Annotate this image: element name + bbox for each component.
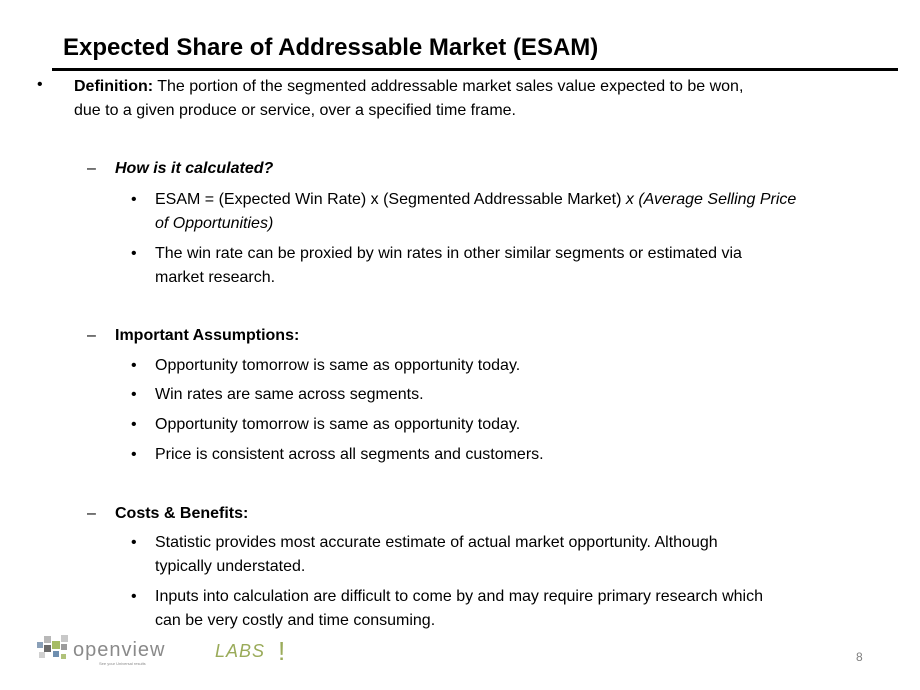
calc-formula: ESAM = (Expected Win Rate) x (Segmented Addressable Market) (155, 191, 626, 208)
dash-marker: – (87, 327, 96, 344)
bullet-marker: • (131, 386, 137, 403)
definition-line-1 (74, 75, 743, 99)
definition-text-1: The portion of the segmented addressable market sales value expected to be won, (153, 78, 744, 95)
bullet-marker: • (131, 534, 137, 551)
dash-marker: – (87, 505, 96, 522)
costs-item-1-line-2: typically understated. (155, 558, 306, 575)
assumption-item: Opportunity tomorrow is same as opportunity today. (155, 416, 521, 433)
logo-brand-right: LABS (215, 641, 266, 661)
bullet-marker: • (131, 446, 137, 463)
calc-item-1-line-1 (155, 188, 796, 212)
slide-title: Expected Share of Addressable Market (ESAM) (63, 34, 599, 61)
dash-marker: – (87, 160, 96, 177)
calc-formula-italic: x (Average Selling Price (625, 191, 797, 208)
assumption-item: Opportunity tomorrow is same as opportunity today. (155, 357, 521, 374)
assumptions-heading: Important Assumptions: (115, 327, 300, 344)
bullet-marker: • (131, 416, 137, 433)
bullet-marker: • (131, 245, 137, 262)
costs-item-2-line-2: can be very costly and time consuming. (155, 612, 436, 629)
logo-mosaic-icon (37, 635, 68, 659)
openview-labs-logo (35, 632, 295, 672)
costs-item-1-line-1: Statistic provides most accurate estimate of actual market opportunity. Although (155, 534, 718, 551)
logo-exclamation: ! (278, 636, 286, 666)
bullet-marker: • (131, 357, 137, 374)
bullet-marker: • (37, 76, 43, 93)
calc-item-2-line-2: market research. (155, 269, 276, 286)
costs-item-2-line-1: Inputs into calculation are difficult to come by and may require primary research which (155, 588, 763, 605)
calc-item-1-line-2: of Opportunities) (155, 215, 274, 232)
calc-item-2-line-1: The win rate can be proxied by win rates in other similar segments or estimated via (155, 245, 742, 262)
logo-tagline: See your Universal results (99, 661, 146, 666)
bullet-marker: • (131, 588, 137, 605)
assumption-item: Win rates are same across segments. (155, 386, 424, 403)
title-underline (52, 68, 898, 71)
calc-heading: How is it calculated? (115, 160, 274, 177)
definition-label: Definition: (74, 78, 154, 95)
assumption-item: Price is consistent across all segments and customers. (155, 446, 544, 463)
costs-heading: Costs & Benefits: (115, 505, 249, 522)
bullet-marker: • (131, 191, 137, 208)
logo-brand-left: openview (73, 639, 166, 661)
page-number: 8 (856, 650, 863, 664)
definition-line-2: due to a given produce or service, over a specified time frame. (74, 102, 516, 119)
